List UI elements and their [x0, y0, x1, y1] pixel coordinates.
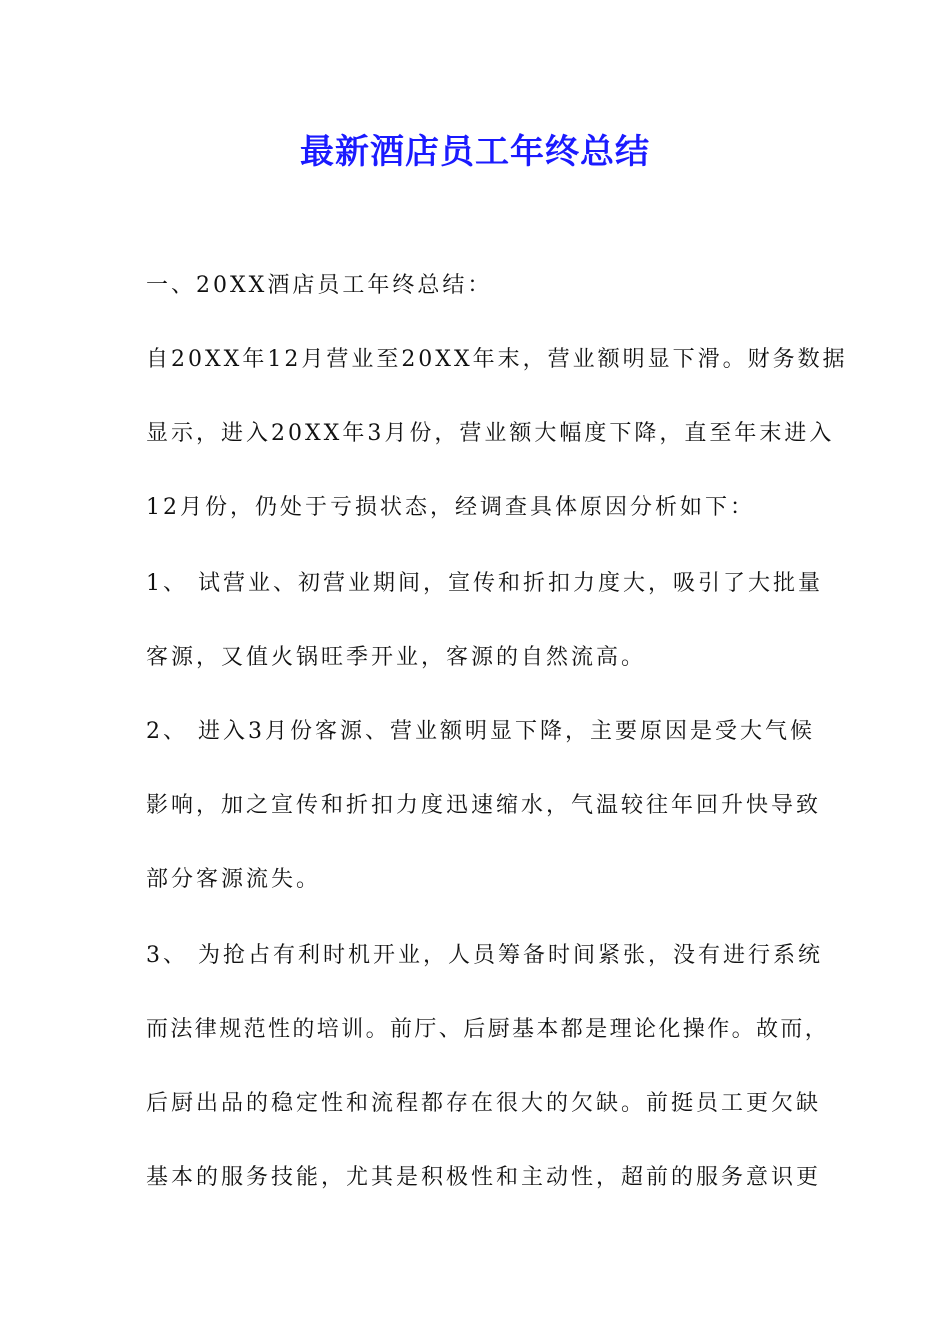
- text-line: 部分客源流失。: [146, 867, 322, 892]
- text-line: 自20XX年12月营业至20XX年末，营业额明显下滑。财务数据: [146, 347, 848, 372]
- text-line: 而法律规范性的培训。前厅、后厨基本都是理论化操作。故而，: [146, 1017, 830, 1042]
- text-line: 客源，又值火锅旺季开业，客源的自然流高。: [146, 645, 647, 670]
- text-line: 3、 为抢占有利时机开业，人员筹备时间紧张，没有进行系统: [146, 943, 823, 968]
- text-line: 2、 进入3月份客源、营业额明显下降，主要原因是受大气候: [146, 719, 815, 744]
- text-line: 影响，加之宣传和折扣力度迅速缩水，气温较往年回升快导致: [146, 793, 822, 818]
- document-title: 最新酒店员工年终总结: [300, 132, 650, 172]
- text-line: 后厨出品的稳定性和流程都存在很大的欠缺。前挺员工更欠缺: [146, 1091, 822, 1116]
- text-line: 显示，进入20XX年3月份，营业额大幅度下降，直至年末进入: [146, 421, 835, 446]
- text-line: 基本的服务技能，尤其是积极性和主动性，超前的服务意识更: [146, 1165, 822, 1190]
- text-line: 1、 试营业、初营业期间，宣传和折扣力度大，吸引了大批量: [146, 571, 823, 596]
- text-line: 12月份，仍处于亏损状态，经调查具体原因分析如下：: [146, 495, 755, 520]
- text-line: 一、20XX酒店员工年终总结：: [146, 273, 493, 298]
